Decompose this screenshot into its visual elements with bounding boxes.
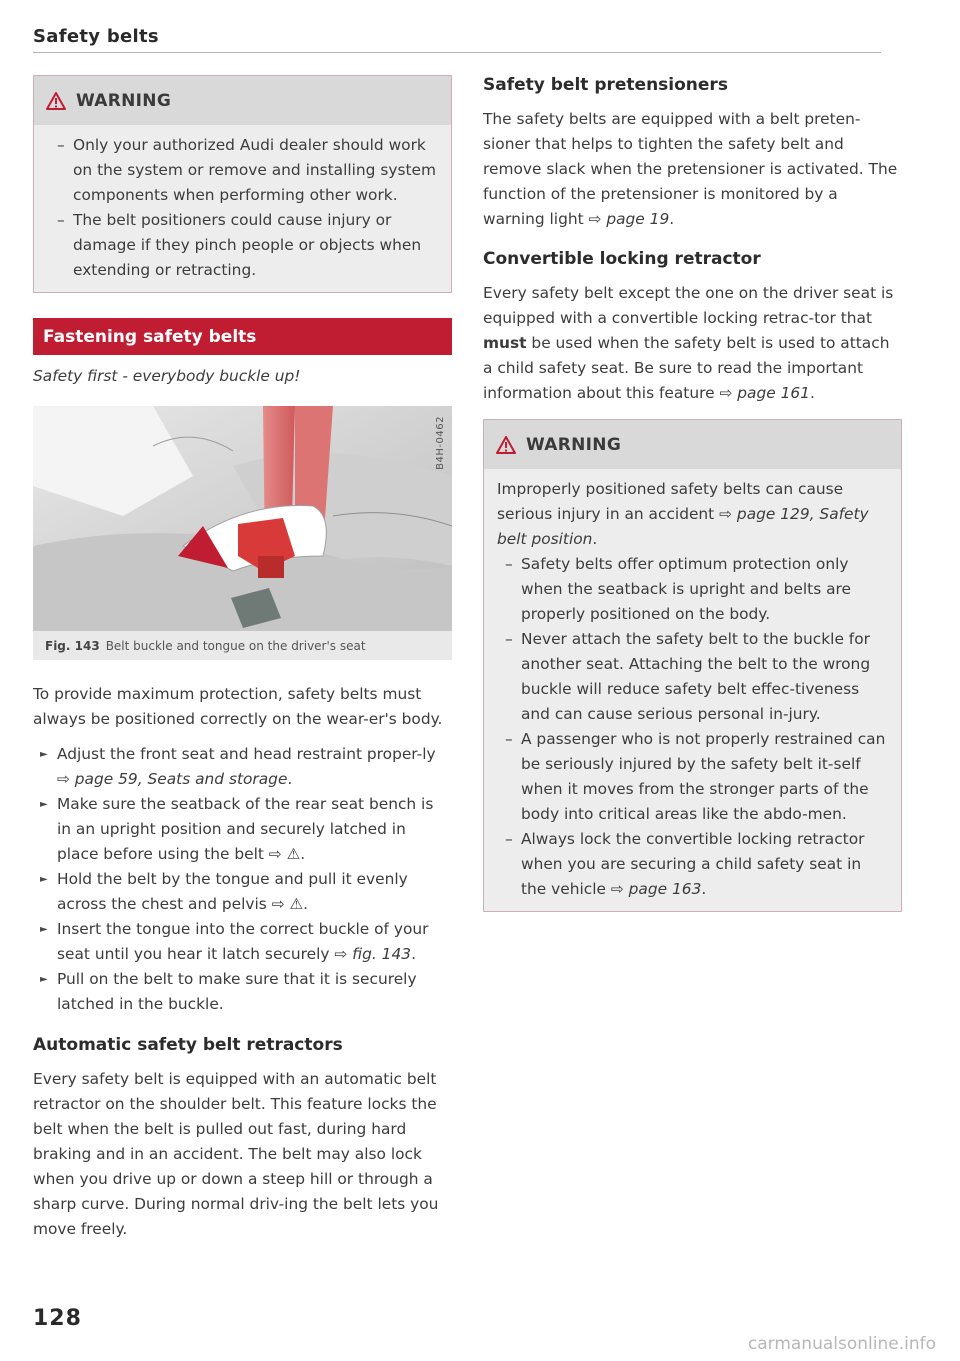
step-ref-link[interactable]: ⇨ ⚠ <box>268 845 301 863</box>
warning-intro: Improperly positioned safety belts can cause serious injury in an accident ⇨ page 129, Safety belt position. <box>497 480 869 548</box>
left-column <box>33 75 452 1242</box>
step-item <box>33 917 452 967</box>
step-item <box>33 742 452 792</box>
figure-code: B4H-0462 <box>435 416 446 470</box>
watermark: carmanualsonline.info <box>747 1334 936 1354</box>
heading-pretensioners: Safety belt pretensioners <box>483 75 728 95</box>
paragraph-text: The safety belts are equipped with a belt preten-sioner that helps to tighten the safety belt and remove slack when the pretensioner is activated. The function of the pretensioner is monitored by a warning light <box>483 110 898 228</box>
belt-buckle-illustration <box>33 406 452 631</box>
step-text: Adjust the front seat and head restraint proper-ly <box>57 745 436 763</box>
page-number: 128 <box>33 1306 82 1331</box>
warning-header <box>34 76 451 125</box>
heading-retractors: Automatic safety belt retractors <box>33 1035 343 1055</box>
warning-body <box>484 469 901 911</box>
step-item <box>33 967 452 1017</box>
warning-label: WARNING <box>76 90 172 111</box>
warning-intro-text: Improperly positioned safety belts can cause serious injury in an accident <box>497 480 844 523</box>
page-ref-link[interactable]: ⇨ page 163 <box>610 880 702 898</box>
bold-must: must <box>483 334 527 352</box>
page-ref-link[interactable]: ⇨ page 129, Safety belt position <box>497 505 869 548</box>
heading-convertible: Convertible locking retractor <box>483 249 761 269</box>
warning-item: – Always lock the convertible locking retractor when you are securing a child safety seat in the vehicle ⇨ page 163. <box>497 827 887 902</box>
warning-label: WARNING <box>526 434 622 455</box>
warning-triangle-icon <box>496 436 516 454</box>
step-tail: . <box>411 945 416 963</box>
page-ref-link[interactable]: ⇨ page 19 <box>588 210 670 228</box>
paragraph-text: Every safety belt except the one on the driver seat is equipped with a convertible locking retrac-tor that <box>483 284 894 327</box>
figure-caption-text: Belt buckle and tongue on the driver's seat <box>105 638 366 653</box>
paragraph-text: be used when the safety belt is used to attach a child safety seat. Be sure to read the important information about this feature <box>483 334 890 402</box>
section-intro: Safety first - everybody buckle up! <box>33 367 301 385</box>
warning-item: – The belt positioners could cause injury or damage if they pinch people or objects when extending or retracting. <box>49 208 437 283</box>
step-tail: . <box>303 895 309 913</box>
paragraph-protection: To provide maximum protection, safety belts must always be positioned correctly on the wear-er's body. <box>33 685 443 728</box>
step-text: Hold the belt by the tongue and pull it evenly across the chest and pelvis <box>57 870 408 913</box>
warning-box-1 <box>33 75 452 293</box>
paragraph-convertible: Every safety belt except the one on the driver seat is equipped with a convertible locking retrac-tor that must be used when the safety belt is used to attach a child safety seat. Be sure to read the important information about this feature ⇨ page 161. <box>483 284 894 402</box>
warning-body <box>34 125 451 292</box>
paragraph-pretensioners: The safety belts are equipped with a belt preten-sioner that helps to tighten the safety belt and remove slack when the pretensioner is activated. The function of the pretensioner is monitored by a warning light ⇨ page 19. <box>483 110 898 228</box>
paragraph-retractors: Every safety belt is equipped with an automatic belt retractor on the shoulder belt. This feature locks the belt when the belt is pulled out fast, during hard braking and in an accident. The belt may also lock when you drive up or down a steep hill or through a sharp curve. During normal driv-ing the belt lets you move freely. <box>33 1070 439 1238</box>
warning-triangle-icon <box>46 92 66 110</box>
warning-item: – Only your authorized Audi dealer should work on the system or remove and installing system components when performing other work. <box>49 133 437 208</box>
figure-caption <box>33 631 452 660</box>
right-column <box>483 75 902 912</box>
warning-item: – Safety belts offer optimum protection only when the seatback is upright and belts are properly positioned on the body. <box>497 552 887 627</box>
steps-list <box>33 742 452 1017</box>
warning-item: – A passenger who is not properly restrained can be seriously injured by the safety belt it-self when it moves from the stronger parts of the body into critical areas like the abdo-men. <box>497 727 887 827</box>
step-item <box>33 792 452 867</box>
page-ref-link[interactable]: ⇨ page 161 <box>719 384 810 402</box>
section-title: Fastening safety belts <box>33 318 452 355</box>
page-header-title: Safety belts <box>33 26 159 47</box>
step-text: Pull on the belt to make sure that it is securely latched in the buckle. <box>57 970 417 1013</box>
step-item <box>33 867 452 917</box>
warning-list <box>49 133 437 283</box>
warning-item-text: Always lock the convertible locking retractor when you are securing a child safety seat in the vehicle <box>521 830 865 898</box>
step-ref-link[interactable]: ⇨ ⚠ <box>271 895 304 913</box>
warning-header <box>484 420 901 469</box>
step-text: Insert the tongue into the correct buckle of your seat until you hear it latch securely <box>57 920 429 963</box>
step-ref-link[interactable]: ⇨ page 59, Seats and storage <box>57 770 288 788</box>
warning-item: – Never attach the safety belt to the buckle for another seat. Attaching the belt to the wrong buckle will reduce safety belt effec-tiveness and can cause serious personal in-jury. <box>497 627 887 727</box>
warning-list <box>497 552 887 902</box>
figure-143 <box>33 406 452 631</box>
warning-box-2 <box>483 419 902 912</box>
step-tail: . <box>287 770 293 788</box>
header-divider <box>33 52 881 53</box>
step-text: Make sure the seatback of the rear seat bench is in an upright position and securely latched in place before using the belt <box>57 795 434 863</box>
step-ref-link[interactable]: ⇨ fig. 143 <box>334 945 412 963</box>
figure-caption-label: Fig. 143 <box>45 638 100 653</box>
step-tail: . <box>300 845 306 863</box>
